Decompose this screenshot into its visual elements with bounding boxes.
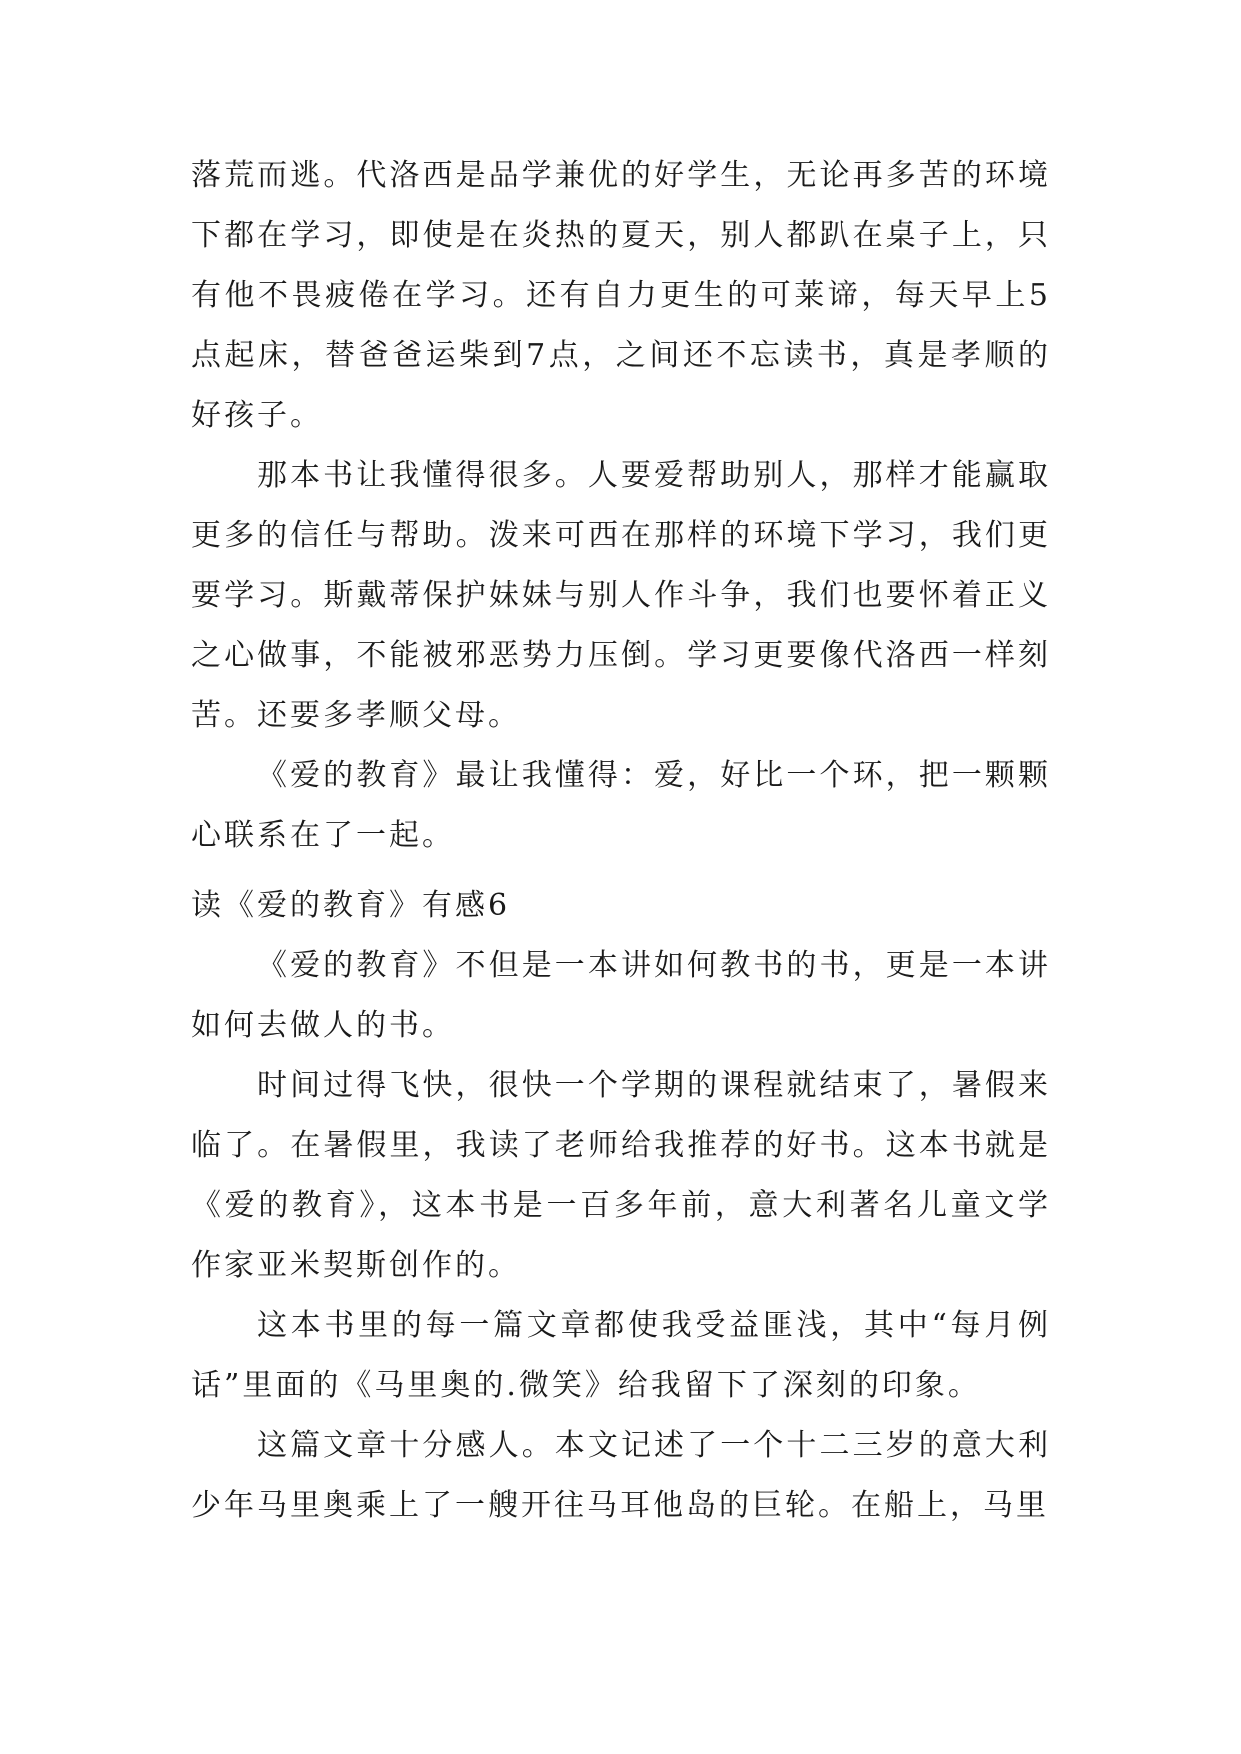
paragraph: 那本书让我懂得很多。人要爱帮助别人，那样才能赢取更多的信任与帮助。泼来可西在那样的环境下学习，我们更要学习。斯戴蒂保护妹妹与别人作斗争，我们也要怀着正义之心做事，不能被邪恶势力压倒。学习更要像代洛西一样刻苦。还要多孝顺父母。 [191,458,1051,733]
paragraph: 这本书里的每一篇文章都使我受益匪浅，其中“每月例话”里面的《马里奥的.微笑》给我留下了深刻的印象。 [191,1308,1051,1403]
paragraph: 《爱的教育》不但是一本讲如何教书的书，更是一本讲如何去做人的书。 [191,948,1051,1043]
paragraph: 《爱的教育》最让我懂得：爱，好比一个环，把一颗颗心联系在了一起。 [191,758,1051,853]
paragraph: 时间过得飞快，很快一个学期的课程就结束了，暑假来临了。在暑假里，我读了老师给我推荐的好书。这本书就是《爱的教育》，这本书是一百多年前，意大利著名儿童文学作家亚米契斯创作的。 [191,1068,1051,1283]
essay-section-previous [191,146,1051,866]
paragraph: 落荒而逃。代洛西是品学兼优的好学生，无论再多苦的环境下都在学习，即使是在炎热的夏天，别人都趴在桌子上，只有他不畏疲倦在学习。还有自力更生的可莱谛，每天早上5点起床，替爸爸运柴到7点，之间还不忘读书，真是孝顺的好孩子。 [191,158,1051,433]
paragraph: 这篇文章十分感人。本文记述了一个十二三岁的意大利少年马里奥乘上了一艘开往马耳他岛的巨轮。在船上，马里 [191,1428,1051,1523]
essay-section-6 [191,876,1051,1536]
essay-title: 读《爱的教育》有感6 [191,888,511,923]
